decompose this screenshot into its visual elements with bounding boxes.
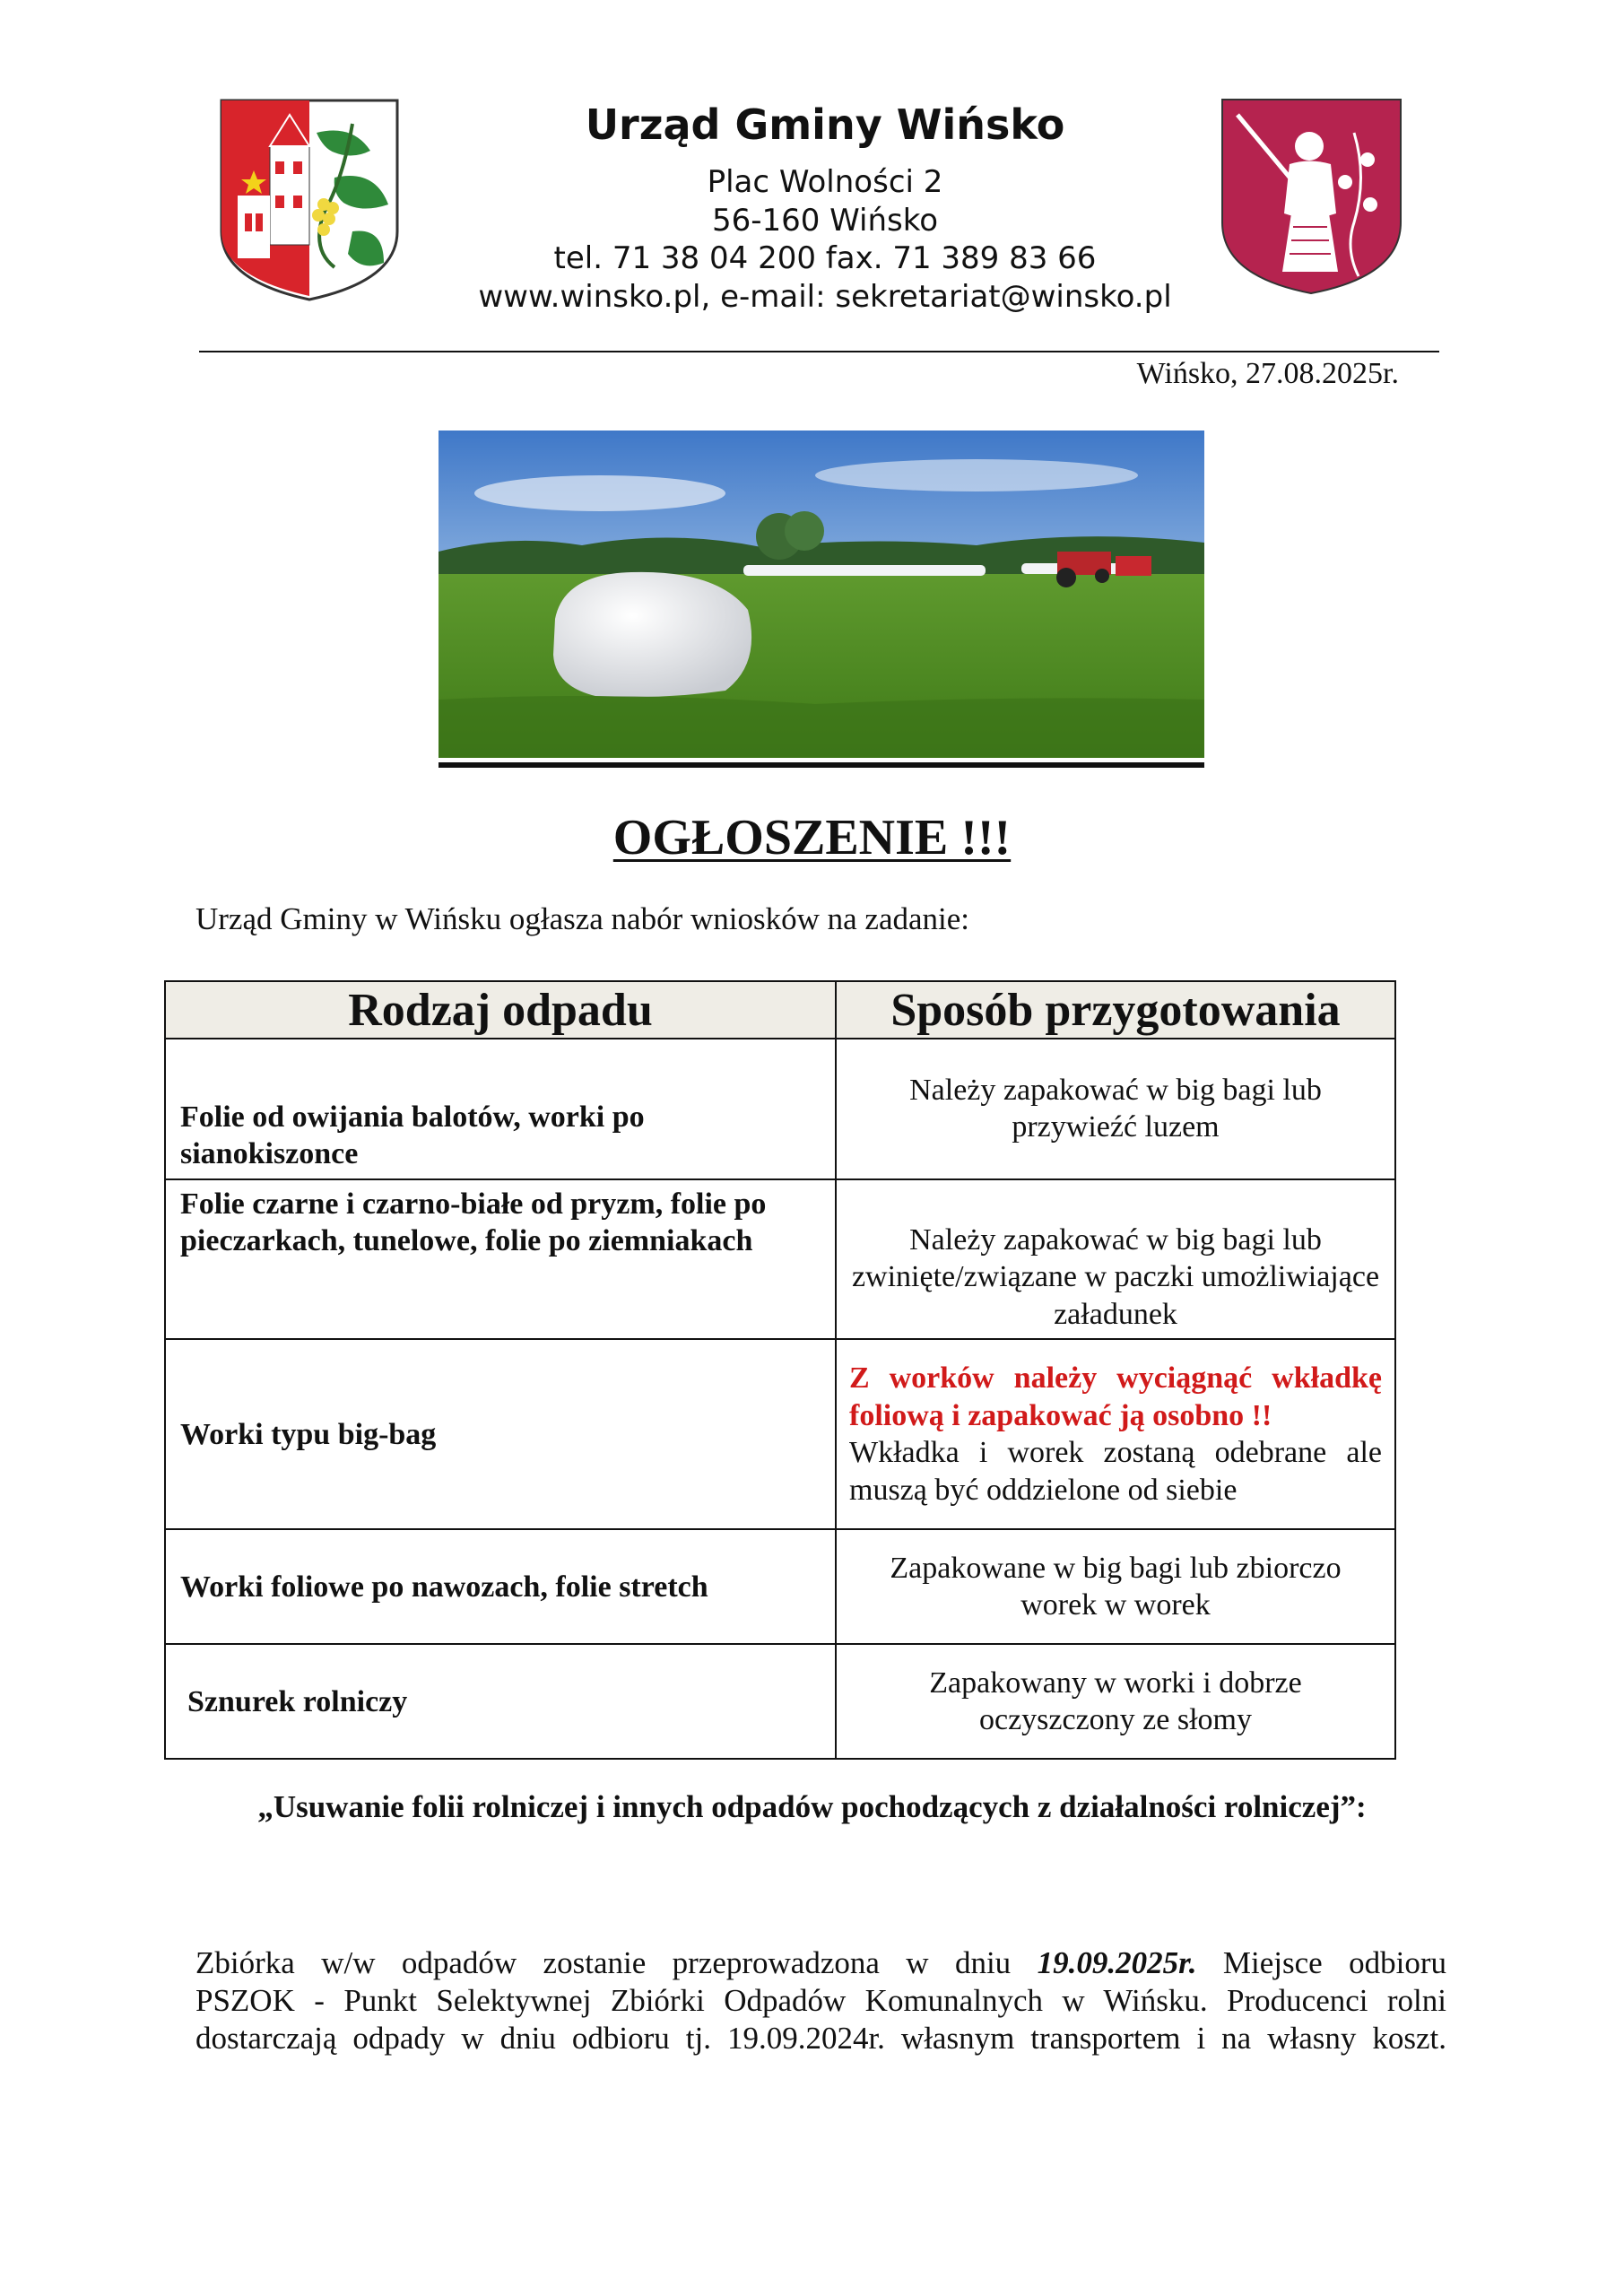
preparation-cell: Zapakowany w worki i dobrze oczyszczony ze słomy (836, 1644, 1395, 1759)
header-waste-type: Rodzaj odpadu (165, 981, 836, 1039)
preparation-text: Należy zapakować w big bagi lub zwinięte/związane w paczki umożliwiające załadunek (851, 1222, 1380, 1331)
table-row (165, 1039, 1395, 1179)
task-name: „Usuwanie folii rolniczej i innych odpadów pochodzących z działalności rolniczej”: (257, 1789, 1367, 1824)
paragraph-line-1 (195, 1944, 1446, 1982)
website-email: www.winsko.pl, e-mail: sekretariat@winsko.pl (478, 279, 1172, 315)
preparation-warning: Z worków należy wyciągnąć wkładkę foliową i zapakować ją osobno !! (849, 1361, 1382, 1432)
paragraph-line-3: dostarczają odpady w dniu odbioru tj. 19.09.2024r. własnym transportem i na własny koszt. (195, 2021, 1446, 2056)
waste-type-cell (165, 1179, 836, 1339)
preparation-cell (836, 1179, 1395, 1339)
waste-type-text: Folie od owijania balotów, worki po sianokiszonce (180, 1100, 645, 1171)
waste-type-cell: Worki foliowe po nawozach, folie stretch (165, 1529, 836, 1644)
office-name: Urząd Gminy Wińsko (585, 100, 1065, 149)
preparation-text: Wkładka i worek zostaną odebrane ale muszą być oddzielone od siebie (849, 1436, 1382, 1507)
preparation-cell: Zapakowane w big bagi lub zbiorczo worek w worek (836, 1529, 1395, 1644)
table-row (165, 1339, 1395, 1529)
left-coat-of-arms (218, 97, 402, 303)
collection-paragraph (195, 1944, 1446, 2057)
waste-type-cell: Worki typu big-bag (165, 1339, 836, 1529)
header-preparation: Sposób przygotowania (836, 981, 1395, 1039)
phone-fax: tel. 71 38 04 200 fax. 71 389 83 66 (553, 240, 1097, 276)
document-date: Wińsko, 27.08.2025r. (1136, 357, 1399, 390)
preparation-cell (836, 1339, 1395, 1529)
table-row (165, 1179, 1395, 1339)
paragraph-text-1: Zbiórka w/w odpadów zostanie przeprowadzona w dniu (195, 1945, 1038, 1980)
waste-table (164, 980, 1396, 1760)
announcement-title (0, 809, 1624, 866)
waste-type-cell: Sznurek rolniczy (165, 1644, 836, 1759)
table-header-row (165, 981, 1395, 1039)
photo-underline (439, 762, 1204, 768)
table-row (165, 1644, 1395, 1759)
announcement-title-text: OGŁOSZENIE !!! (612, 810, 1012, 865)
right-coat-of-arms (1220, 97, 1403, 296)
address-street: Plac Wolności 2 (707, 164, 943, 200)
preparation-cell: Należy zapakować w big bagi lub przywieźć luzem (836, 1039, 1395, 1179)
waste-type-cell (165, 1039, 836, 1179)
intro-text: Urząd Gminy w Wińsku ogłasza nabór wniosków na zadanie: (195, 901, 970, 936)
address-postal: 56-160 Wińsko (711, 203, 939, 239)
waste-type-text: Folie czarne i czarno-białe od pryzm, folie po pieczarkach, tunelowe, folie po ziemniakach (180, 1187, 767, 1258)
collection-date: 19.09.2025r. (1037, 1945, 1197, 1980)
table-row (165, 1529, 1395, 1644)
field-bale-photo (439, 430, 1204, 758)
header-divider (199, 351, 1439, 352)
paragraph-text-2: Miejsce odbioru (1196, 1945, 1446, 1980)
paragraph-line-2: PSZOK - Punkt Selektywnej Zbiórki Odpadów Komunalnych w Wińsku. Producenci rolni (195, 1983, 1446, 2018)
